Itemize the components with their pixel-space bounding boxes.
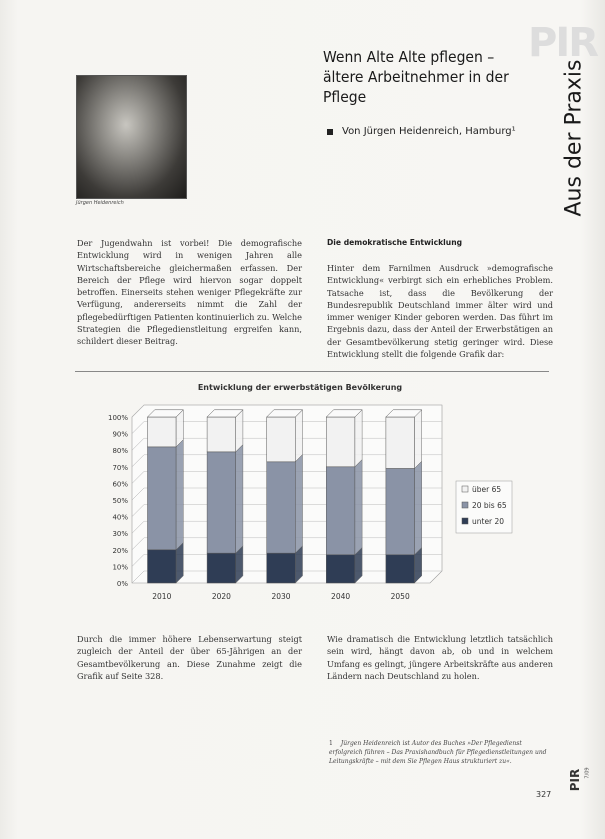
- section-label: [554, 30, 594, 245]
- page-number: 327: [536, 790, 552, 799]
- section-subhead: Die demokratische Entwicklung: [327, 238, 463, 247]
- bullet-square-icon: [327, 129, 333, 135]
- bar-segment: [147, 550, 176, 583]
- x-tick-label: 2030: [271, 592, 291, 601]
- body-text-3: Wie dramatisch die Entwicklung letztlich tatsächlich sein wird, hängt davon ab, ob und in welchem Umfang es gelingt, jüngere Arbeitskräfte aus anderen Ländern nach Deutschland zu holen.: [327, 634, 553, 681]
- bar-segment: [267, 553, 296, 583]
- bar-side: [236, 445, 243, 553]
- bar-side: [415, 410, 422, 469]
- section-label-text: Aus der Praxis: [561, 59, 587, 217]
- bar-side: [295, 455, 302, 554]
- y-tick-label: 90%: [112, 430, 128, 439]
- bar-segment: [326, 555, 355, 583]
- intro-text: Der Jugendwahn ist vorbei! Die demografische Entwicklung wird in wenigen Jahren alle Wirtschaftsbereiche gleichermaßen erfassen. Der Bereich der Pflege wird hiervon sogar doppelt betroffen. Einerseits stehen weniger Pflegekräfte zur Verfügung, andererseits nimmt die Zahl der pflegebedürftigen Patienten kontinuierlich zu. Welche Strategien die Pflegedienstleitung ergreifen kann, schildert dieser Beitrag.: [77, 238, 302, 347]
- body-text-1: Hinter dem Farnilmen Ausdruck »demografische Entwicklung« verbirgt sich ein erhebliches Problem. Tatsache ist, dass die Bevölkerung der Bundesrepublik Deutschland immer älter wird und immer weniger Kinder geboren werden. Das führt im Ergebnis dazu, dass der Anteil der Erwerbstätigen an der Gesamtbevölkerung stetig geringer wird. Diese Entwicklung stellt die folgende Grafik dar:: [327, 263, 553, 360]
- y-tick-label: 20%: [112, 546, 128, 555]
- legend-swatch: [462, 486, 468, 492]
- chart-svg: [100, 383, 525, 605]
- bar-segment: [326, 467, 355, 555]
- author-photo: [76, 75, 187, 199]
- bar-segment: [267, 462, 296, 553]
- bar-side: [355, 460, 362, 555]
- chart-title: Entwicklung der erwerbstätigen Bevölkerung: [197, 383, 403, 392]
- author-name: Von Jürgen Heidenreich, Hamburg¹: [342, 126, 516, 137]
- x-tick-label: 2010: [152, 592, 172, 601]
- bar-segment: [207, 553, 236, 583]
- footer-logo-issue: 7/09: [584, 767, 591, 779]
- intro-paragraph: [77, 237, 302, 348]
- footer-logo: [560, 760, 590, 800]
- y-tick-label: 10%: [112, 563, 128, 572]
- bar-segment: [386, 555, 415, 583]
- y-tick-label: 60%: [112, 480, 128, 489]
- legend-swatch: [462, 502, 468, 508]
- x-tick-label: 2050: [390, 592, 410, 601]
- photo-caption: Jürgen Heidenreich: [76, 200, 124, 206]
- body-paragraph-3: [327, 633, 553, 682]
- bar-side: [295, 410, 302, 462]
- bar-segment: [386, 417, 415, 468]
- divider-rule: [75, 371, 549, 372]
- footer-logo-text: PIR: [568, 768, 582, 792]
- chart: [100, 383, 525, 605]
- pir-watermark: PIR: [528, 20, 597, 66]
- body-paragraph-1: [327, 262, 553, 360]
- y-tick-label: 100%: [107, 414, 128, 422]
- x-tick-label: 2040: [331, 592, 351, 601]
- legend-label: über 65: [472, 485, 502, 494]
- bar-segment: [147, 447, 176, 550]
- legend-label: 20 bis 65: [472, 501, 507, 510]
- legend-swatch: [462, 518, 468, 524]
- y-tick-label: 40%: [112, 513, 128, 522]
- y-tick-label: 80%: [112, 447, 128, 456]
- bar-side: [355, 410, 362, 467]
- footnote-number: 1: [329, 740, 333, 747]
- y-tick-label: 30%: [112, 530, 128, 539]
- author-line: [327, 126, 516, 137]
- bar-segment: [207, 452, 236, 553]
- footnote: [329, 739, 554, 766]
- body-text-2: Durch die immer höhere Lebenserwartung steigt zugleich der Anteil der über 65-Jährigen an der Gesamtbevölkerung an. Diese Zunahme zeigt die Grafik auf Seite 328.: [77, 634, 302, 681]
- footnote-text: Jürgen Heidenreich ist Autor des Buches »Der Pflegedienst erfolgreich führen – Das Praxishandbuch für Pflegedienstleitungen und Leitungskräfte – mit dem Sie Pflegen Haus strukturiert zu«.: [329, 740, 547, 765]
- bar-segment: [147, 417, 176, 447]
- bar-segment: [207, 417, 236, 452]
- article-title: Wenn Alte Alte pflegen – ältere Arbeitnehmer in der Pflege: [323, 48, 509, 106]
- y-tick-label: 70%: [112, 463, 128, 472]
- bar-segment: [326, 417, 355, 467]
- bar-segment: [386, 468, 415, 554]
- bar-segment: [267, 417, 296, 462]
- x-tick-label: 2020: [211, 592, 231, 601]
- body-paragraph-2: [77, 633, 302, 682]
- legend-label: unter 20: [472, 517, 505, 526]
- bar-side: [176, 440, 183, 550]
- bar-side: [415, 461, 422, 555]
- y-tick-label: 0%: [116, 580, 128, 588]
- y-tick-label: 50%: [112, 497, 128, 505]
